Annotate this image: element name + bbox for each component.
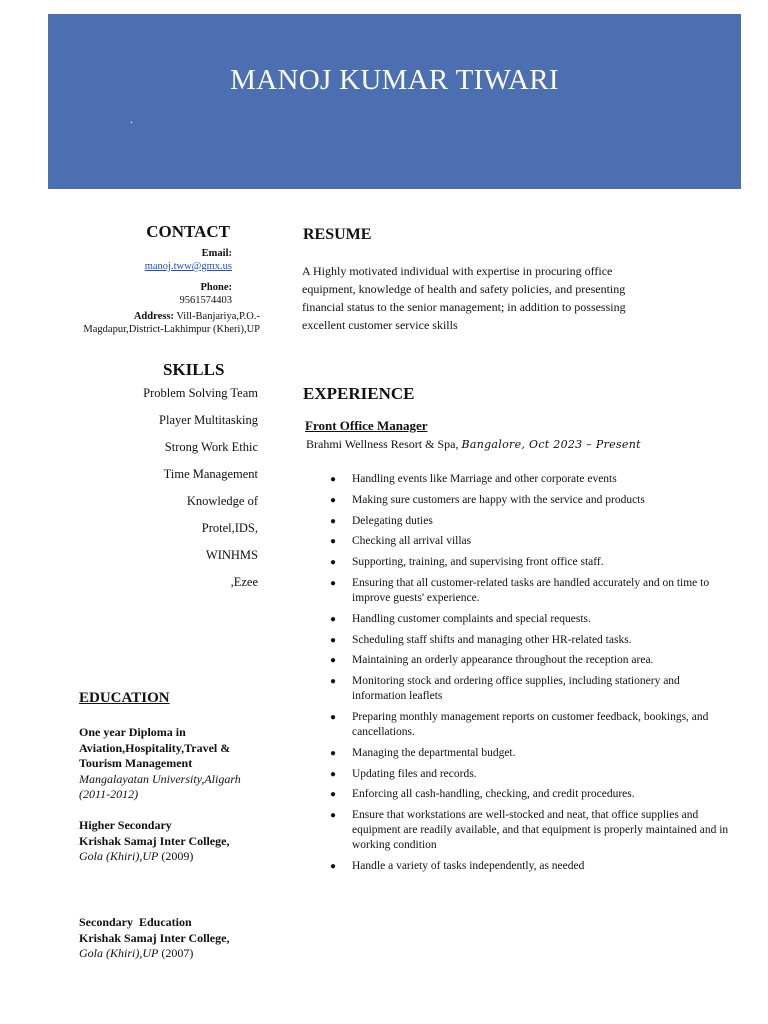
list-item: ● Preparing monthly management reports on customer feedback, bookings, and cancellations. bbox=[330, 710, 709, 738]
experience-heading: EXPERIENCE bbox=[303, 384, 415, 403]
bullet-icon: ● bbox=[330, 557, 337, 569]
edu-line: Tourism Management bbox=[79, 756, 193, 770]
list-item: ● Managing the departmental budget. bbox=[330, 746, 516, 759]
edu-line: Krishak Samaj Inter College, bbox=[79, 930, 230, 945]
contact-heading: CONTACT bbox=[146, 222, 230, 241]
bullet-icon: ● bbox=[330, 747, 337, 759]
skill-item: Strong Work Ethic bbox=[164, 440, 258, 454]
bullet-icon: ● bbox=[330, 613, 337, 625]
bullet-icon: ● bbox=[330, 676, 337, 688]
list-item: ● Handle a variety of tasks independently, as needed bbox=[330, 859, 585, 872]
address-line1: Vill-Banjariya,P.O.- bbox=[176, 311, 260, 322]
bullet-icon: ● bbox=[330, 810, 337, 822]
skill-item: Protel,IDS, bbox=[201, 521, 258, 535]
education-entry-diploma bbox=[79, 725, 279, 803]
bullet-icon: ● bbox=[330, 789, 337, 801]
list-item: ● Scheduling staff shifts and managing other HR-related tasks. bbox=[330, 633, 632, 646]
job-employer-line bbox=[306, 437, 641, 452]
skill-item: WINHMS bbox=[205, 548, 258, 562]
list-item: ● Updating files and records. bbox=[330, 767, 477, 780]
education-entry-secondary bbox=[79, 915, 279, 962]
list-item: ● Monitoring stock and ordering office supplies, including stationery and information leaflets bbox=[330, 675, 680, 703]
list-item: ● Checking all arrival villas bbox=[330, 535, 472, 548]
skill-item: ,Ezee bbox=[230, 575, 258, 589]
email-label: Email: bbox=[201, 248, 232, 259]
edu-line: One year Diploma in bbox=[79, 725, 186, 739]
skill-item: Problem Solving Team bbox=[143, 386, 258, 400]
resume-summary: A Highly motivated individual with expertise in procuring office equipment, knowledge of health and safety policies, and presenting financial status to the senior management; in addition to possessing excellent customer service skills bbox=[302, 264, 626, 332]
education-heading: EDUCATION bbox=[79, 690, 170, 706]
bullet-icon: ● bbox=[330, 860, 337, 872]
edu-line: Aviation,Hospitality,Travel & bbox=[79, 740, 231, 755]
edu-line: Higher Secondary bbox=[79, 818, 172, 832]
header-banner bbox=[48, 14, 741, 189]
edu-years: (2009) bbox=[161, 849, 194, 863]
phone-label: Phone: bbox=[200, 282, 232, 293]
bullet-icon: ● bbox=[330, 768, 337, 780]
bullet-icon: ● bbox=[330, 634, 337, 646]
list-item: ● Making sure customers are happy with the service and products bbox=[330, 493, 645, 506]
edu-place: Gola (Khiri),UP bbox=[79, 946, 159, 960]
edu-line: Krishak Samaj Inter College, bbox=[79, 833, 230, 848]
skill-item: Time Management bbox=[163, 467, 258, 481]
edu-years: (2007) bbox=[161, 946, 194, 960]
bullet-icon: ● bbox=[330, 577, 337, 589]
address-label: Address: bbox=[133, 311, 174, 322]
bullet-icon: ● bbox=[330, 536, 337, 548]
skill-item: Knowledge of bbox=[186, 494, 258, 508]
skills-heading: SKILLS bbox=[163, 360, 225, 379]
list-item: ● Maintaining an orderly appearance throughout the reception area. bbox=[330, 654, 654, 667]
duties-list bbox=[330, 472, 735, 880]
header-dot: . bbox=[130, 112, 133, 126]
skills-list bbox=[100, 380, 258, 596]
contact-block bbox=[0, 247, 232, 307]
email-link[interactable]: manoj.tww@gmx.us bbox=[144, 261, 232, 272]
address-line2: Magdapur,District-Lakhimpur (Kheri),UP bbox=[83, 324, 260, 335]
bullet-icon: ● bbox=[330, 494, 337, 506]
list-item: ● Enforcing all cash-handling, checking, and credit procedures. bbox=[330, 788, 635, 801]
skill-item: Player Multitasking bbox=[159, 413, 258, 427]
edu-years: (2011-2012) bbox=[79, 787, 139, 801]
location-dates: Bangalore, Oct 2023 – Present bbox=[461, 438, 641, 451]
candidate-name: MANOJ KUMAR TIWARI bbox=[230, 64, 559, 96]
job-title: Front Office Manager bbox=[305, 418, 428, 433]
list-item: ● Handling events like Marriage and other corporate events bbox=[330, 473, 617, 485]
list-item: ● Ensure that workstations are well-stocked and neat, that office supplies and equipment are readily available, and that equipment is properly maintained and in working condition bbox=[330, 809, 729, 852]
bullet-icon: ● bbox=[330, 474, 337, 485]
education-entry-higher-secondary bbox=[79, 818, 279, 865]
edu-place: Mangalayatan University,Aligarh bbox=[79, 771, 241, 786]
list-item: ● Supporting, training, and supervising front office staff. bbox=[330, 556, 604, 569]
bullet-icon: ● bbox=[330, 655, 337, 667]
resume-heading: RESUME bbox=[303, 226, 372, 243]
phone-value: 9561574403 bbox=[179, 295, 232, 306]
list-item: ● Delegating duties bbox=[330, 514, 433, 527]
list-item: ● Ensuring that all customer-related tasks are handled accurately and on time to improve guests' experience. bbox=[330, 576, 710, 604]
employer: Brahmi Wellness Resort & Spa, bbox=[306, 437, 462, 451]
edu-line: Secondary Education bbox=[79, 915, 192, 929]
address-block bbox=[12, 310, 260, 336]
bullet-icon: ● bbox=[330, 711, 337, 723]
bullet-icon: ● bbox=[330, 515, 337, 527]
edu-place: Gola (Khiri),UP bbox=[79, 849, 159, 863]
list-item: ● Handling customer complaints and special requests. bbox=[330, 612, 591, 625]
